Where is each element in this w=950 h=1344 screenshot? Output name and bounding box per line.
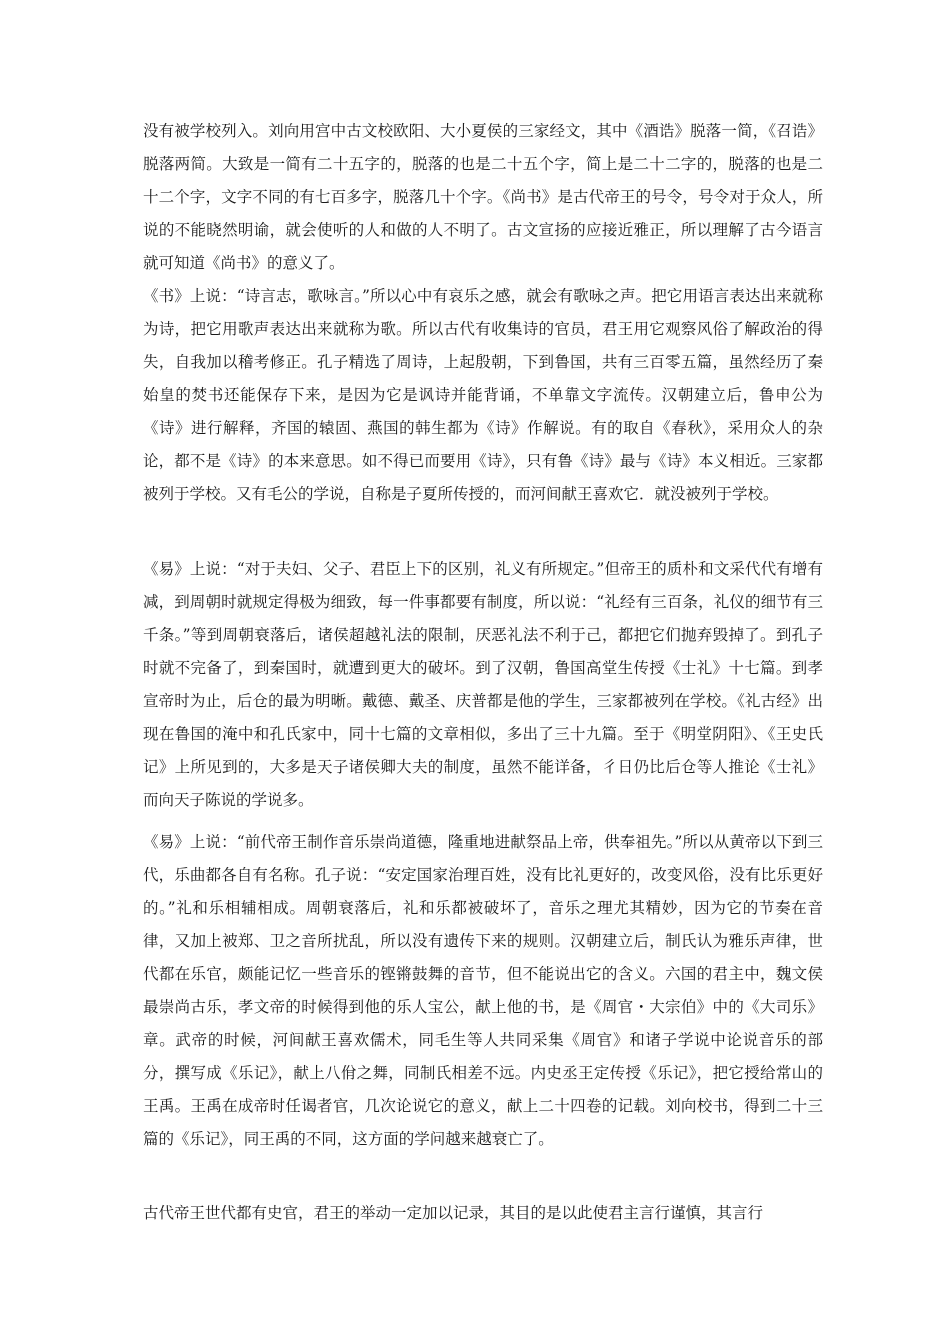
- paragraph-1: 没有被学校列入。刘向用宫中古文校欧阳、大小夏侯的三家经文，其中《酒诰》脱落一简，《召诰》脱落两简。大致是一简有二十五字的，脱落的也是二十五个字，简上是二十二字的，脱落的也是二十二个字，文字不同的有七百多字，脱落几十个字。《尚书》是古代帝王的号令，号令对于众人，所说的不能晓然明谕，就会使听的人和做的人不明了。古文宣扬的应接近雅正，所以理解了古今语言就可知道《尚书》的意义了。: [143, 122, 823, 272]
- paragraph-4: 《易》上说：“前代帝王制作音乐崇尚道德，隆重地进献祭品上帝，供奉祖先。”所以从黄帝以下到三代，乐曲都各自有名称。孔子说：“安定国家治理百姓，没有比礼更好的，改变风俗，没有比乐更好的。”礼和乐相辅相成。周朝衰落后，礼和乐都被破坏了，音乐之理尤其精妙，因为它的节奏在音律，又加上被郑、卫之音所扰乱，所以没有遗传下来的规则。汉朝建立后，制氏认为雅乐声律，世代都在乐官，颇能记忆一些音乐的铿锵鼓舞的音节，但不能说出它的含义。六国的君主中，魏文侯最崇尚古乐，孝文帝的时候得到他的乐人宝公，献上他的书，是《周官・大宗伯》中的《大司乐》章。武帝的时候，河间献王喜欢儒术，同毛生等人共同采集《周官》和诸子学说中论说音乐的部分，撰写成《乐记》，献上八佾之舞，同制氏相差不远。内史丞王定传授《乐记》，把它授给常山的王禹。王禹在成帝时任谒者官，几次论说它的意义，献上二十四卷的记载。刘向校书，得到二十三篇的《乐记》，同王禹的不同，这方面的学问越来越衰亡了。: [143, 833, 823, 1148]
- text-block-1: [143, 115, 823, 511]
- paragraph-5: 古代帝王世代都有史官，君王的举动一定加以记录，其目的是以此使君主言行谨慎，其言行: [143, 1204, 764, 1222]
- text-block-4: [143, 1197, 823, 1230]
- paragraph-2: 《书》上说：“诗言志，歌咏言。”所以心中有哀乐之感，就会有歌咏之声。把它用语言表达出来就称为诗，把它用歌声表达出来就称为歌。所以古代有收集诗的官员，君王用它观察风俗了解政治的得失，自我加以稽考修正。孔子精选了周诗，上起殷朝，下到鲁国，共有三百零五篇，虽然经历了秦始皇的焚书还能保存下来，是因为它是讽诗并能背诵，不单靠文字流传。汉朝建立后，鲁申公为《诗》进行解释，齐国的辕固、燕国的韩生都为《诗》作解说。有的取自《春秋》，采用众人的杂论，都不是《诗》的本来意思。如不得已而要用《诗》，只有鲁《诗》最与《诗》本义相近。三家都被列于学校。又有毛公的学说，自称是子夏所传授的，而河间献王喜欢它．就没被列于学校。: [143, 287, 823, 503]
- paragraph-3: 《易》上说：“对于夫妇、父子、君臣上下的区别，礼义有所规定。”但帝王的质朴和文采代代有增有减，到周朝时就规定得极为细致，每一件事都要有制度，所以说：“礼经有三百条，礼仪的细节有三千条。”等到周朝衰落后，诸侯超越礼法的限制，厌恶礼法不利于己，都把它们抛弃毁掉了。到孔子时就不完备了，到秦国时，就遭到更大的破坏。到了汉朝，鲁国高堂生传授《士礼》十七篇。到孝宣帝时为止，后仓的最为明晰。戴德、戴圣、庆普都是他的学生，三家都被列在学校。《礼古经》出现在鲁国的淹中和孔氏家中，同十七篇的文章相似，多出了三十九篇。至于《明堂阴阳》、《王史氏记》上所见到的，大多是天子诸侯卿大夫的制度，虽然不能详备，彳日仍比后仓等人推论《士礼》而向天子陈说的学说多。: [143, 560, 823, 809]
- text-block-3: [143, 826, 823, 1156]
- text-block-2: [143, 553, 823, 817]
